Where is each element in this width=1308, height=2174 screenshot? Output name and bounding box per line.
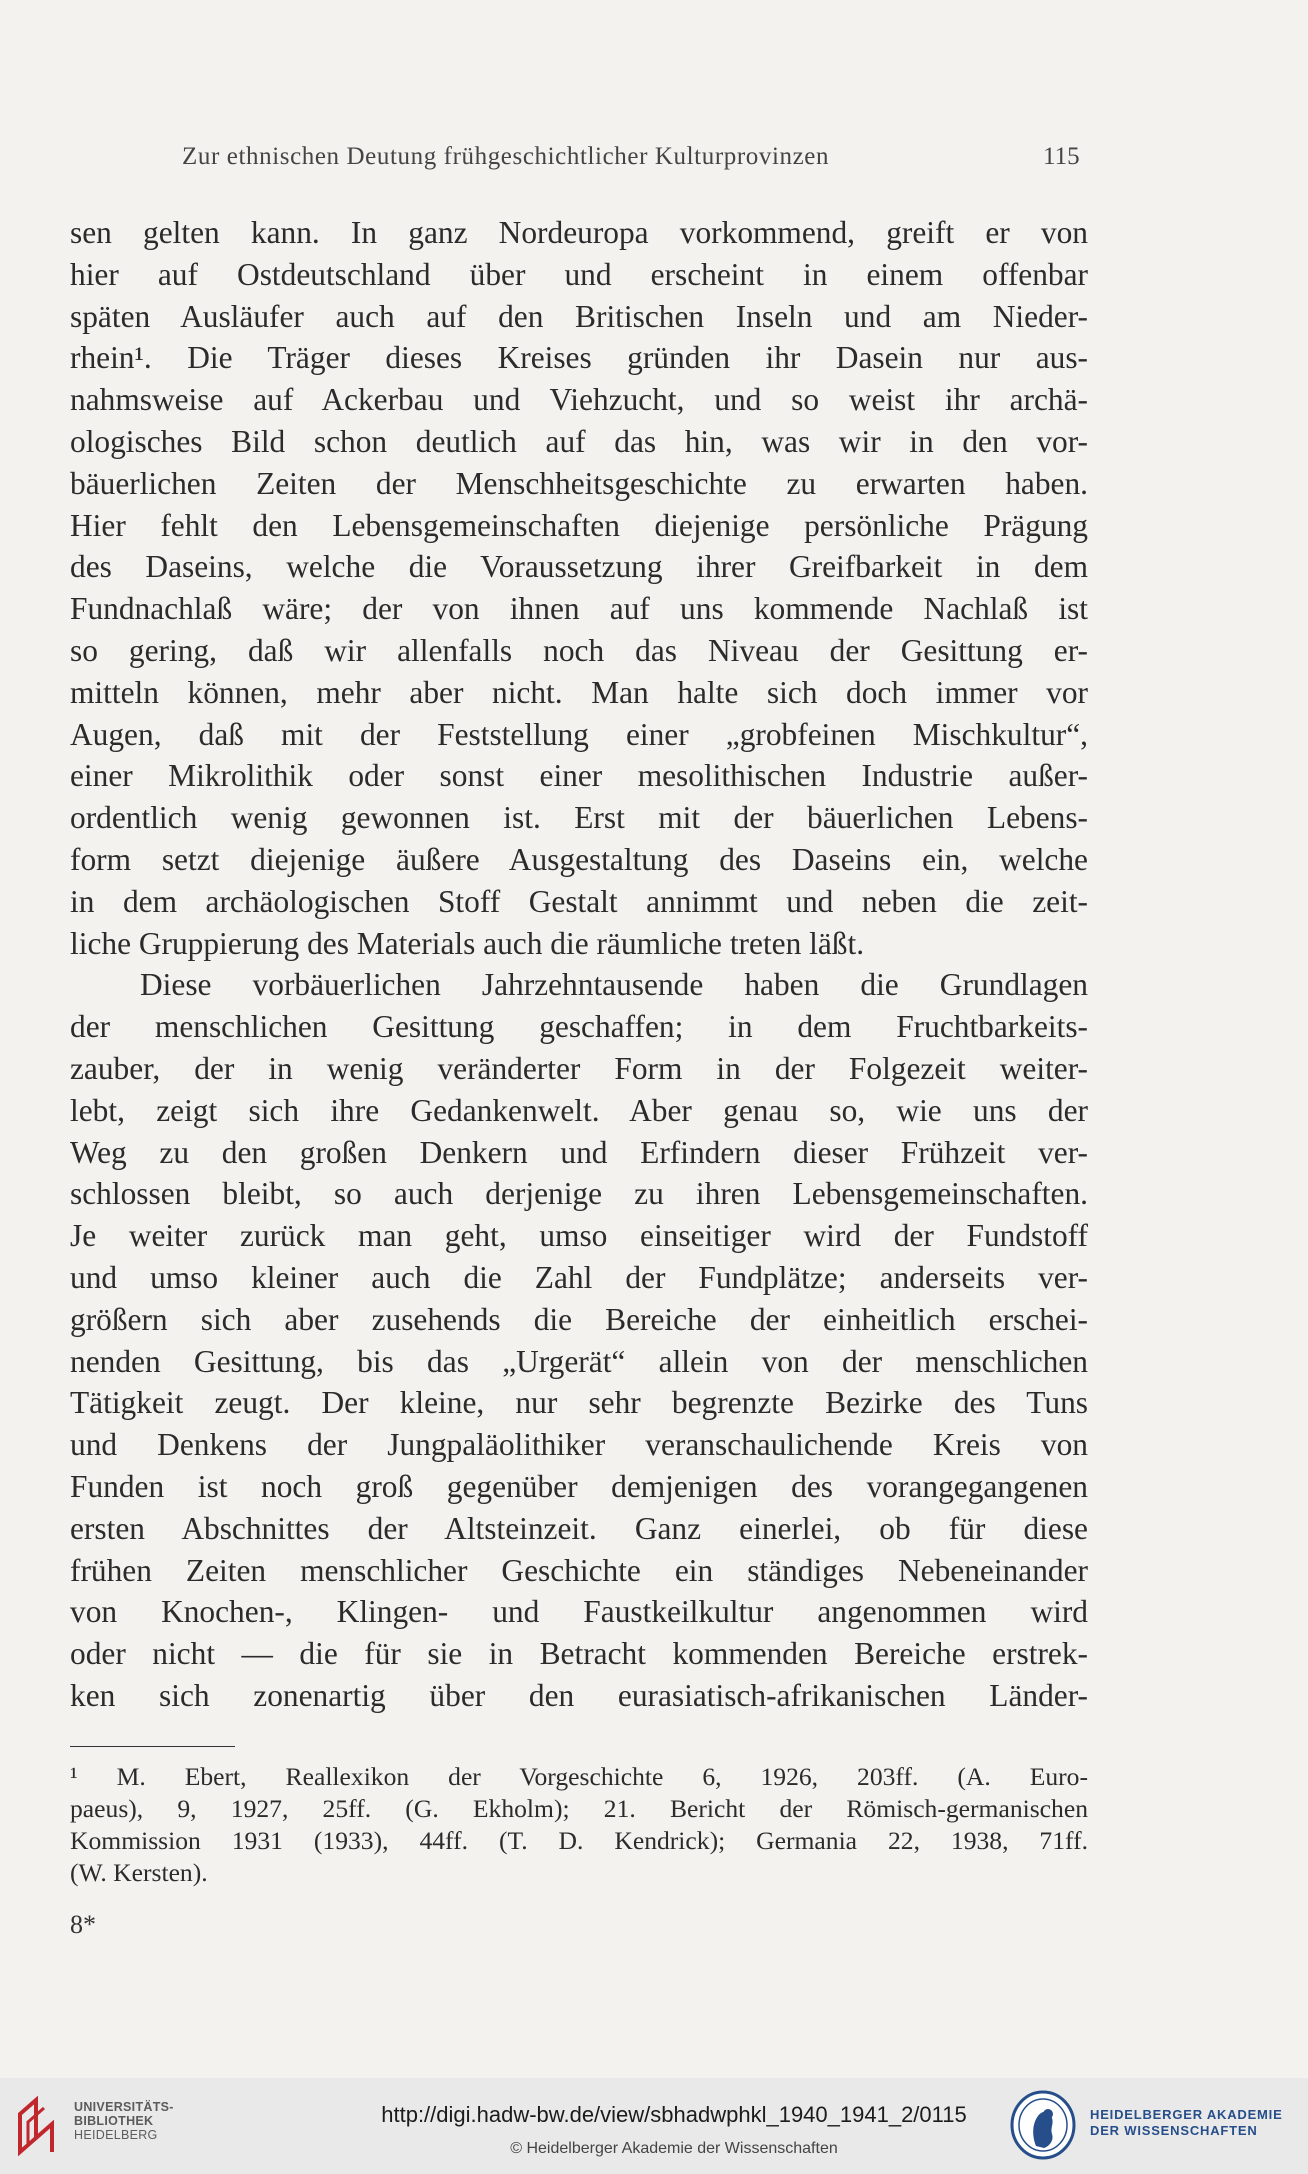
text-line: Augen, daß mit der Feststellung einer „grobfeinen Mischkultur“, xyxy=(70,716,1088,752)
text-line: rhein¹. Die Träger dieses Kreises gründen ihr Dasein nur aus- xyxy=(70,340,1088,376)
footnotes xyxy=(70,1761,1088,1889)
text-line: liche Gruppierung des Materials auch die räumliche treten läßt. xyxy=(70,925,865,961)
text-line: der menschlichen Gesittung geschaffen; in dem Fruchtbarkeits- xyxy=(70,1009,1088,1045)
footnote-line: paeus), 9, 1927, 25ff. (G. Ekholm); 21. Bericht der Römisch-germanischen xyxy=(70,1794,1088,1823)
text-line: ologisches Bild schon deutlich auf das hin, was wir in den vor- xyxy=(70,423,1088,459)
permalink-url[interactable]: http://digi.hadw-bw.de/view/sbhadwphkl_1940_1941_2/0115 xyxy=(381,2102,967,2127)
hadw-seal-icon xyxy=(1010,2090,1076,2160)
text-line: sen gelten kann. In ganz Nordeuropa vorkommend, greift er von xyxy=(70,215,1088,250)
text-line: in dem archäologischen Stoff Gestalt annimmt und neben die zeit- xyxy=(70,883,1088,919)
text-line: lebt, zeigt sich ihre Gedankenwelt. Aber genau so, wie uns der xyxy=(70,1092,1088,1128)
text-line: hier auf Ostdeutschland über und erscheint in einem offenbar xyxy=(70,256,1088,292)
text-line: ken sich zonenartig über den eurasiatisch-afrikanischen Länder- xyxy=(70,1677,1088,1713)
text-line: des Daseins, welche die Voraussetzung ihrer Greifbarkeit in dem xyxy=(70,549,1088,585)
text-line: einer Mikrolithik oder sonst einer mesolithischen Industrie außer- xyxy=(70,758,1088,794)
text-line: Funden ist noch groß gegenüber demjenigen des vorangegangenen xyxy=(70,1468,1088,1504)
digitization-footer xyxy=(0,2078,1308,2174)
signature-mark: 8* xyxy=(70,1910,96,1939)
footnote-line: (W. Kersten). xyxy=(70,1858,208,1887)
text-line: zauber, der in wenig veränderter Form in der Folgezeit weiter- xyxy=(70,1050,1088,1086)
academy-name: HEIDELBERGER AKADEMIE DER WISSENSCHAFTEN xyxy=(1090,2107,1283,2138)
text-line: nahmsweise auf Ackerbau und Viehzucht, und so weist ihr archä- xyxy=(70,382,1088,418)
text-line: Tätigkeit zeugt. Der kleine, nur sehr begrenzte Bezirke des Tuns xyxy=(70,1385,1088,1421)
text-line: Weg zu den großen Denkern und Erfindern dieser Frühzeit ver- xyxy=(70,1134,1088,1170)
text-line: Fundnachlaß wäre; der von ihnen auf uns kommende Nachlaß ist xyxy=(70,591,1088,627)
text-line: so gering, daß wir allenfalls noch das Niveau der Gesittung er- xyxy=(70,632,1088,668)
text-line: Hier fehlt den Lebensgemeinschaften diejenige persönliche Prägung xyxy=(70,507,1088,543)
text-line: bäuerlichen Zeiten der Menschheitsgeschichte zu erwarten haben. xyxy=(70,465,1088,501)
text-line: ordentlich wenig gewonnen ist. Erst mit der bäuerlichen Lebens- xyxy=(70,800,1088,836)
footnote-line: Kommission 1931 (1933), 44ff. (T. D. Kendrick); Germania 22, 1938, 71ff. xyxy=(70,1826,1088,1855)
text-line: schlossen bleibt, so auch derjenige zu ihren Lebensgemeinschaften. xyxy=(70,1176,1088,1212)
text-line: größern sich aber zusehends die Bereiche der einheitlich erschei- xyxy=(70,1301,1088,1337)
text-line: und Denkens der Jungpaläolithiker veranschaulichende Kreis von xyxy=(70,1427,1088,1463)
footnote-rule xyxy=(70,1746,235,1747)
text-line: frühen Zeiten menschlicher Geschichte ein ständiges Nebeneinander xyxy=(70,1552,1088,1588)
body-text xyxy=(70,212,1088,1717)
text-line: form setzt diejenige äußere Ausgestaltung des Daseins ein, welche xyxy=(70,841,1088,877)
text-line: nenden Gesittung, bis das „Urgerät“ allein von der menschlichen xyxy=(70,1343,1088,1379)
text-line: ersten Abschnittes der Altsteinzeit. Ganz einerlei, ob für diese xyxy=(70,1510,1088,1546)
text-line: Je weiter zurück man geht, umso einseitiger wird der Fundstoff xyxy=(70,1218,1088,1254)
copyright-notice: © Heidelberger Akademie der Wissenschaften xyxy=(510,2140,838,2157)
library-name: UNIVERSITÄTS- BIBLIOTHEK HEIDELBERG xyxy=(74,2100,174,2142)
paragraph-start-line: Diese vorbäuerlichen Jahrzehntausende haben die Grundlagen xyxy=(140,967,1088,1003)
text-line: und umso kleiner auch die Zahl der Fundplätze; anderseits ver- xyxy=(70,1259,1088,1295)
text-line: oder nicht — die für sie in Betracht kommenden Bereiche erstrek- xyxy=(70,1636,1088,1672)
page-number: 115 xyxy=(1043,143,1080,170)
text-line: von Knochen-, Klingen- und Faustkeilkultur angenommen wird xyxy=(70,1594,1088,1630)
running-title: Zur ethnischen Deutung frühgeschichtlicher Kulturprovinzen xyxy=(182,143,830,170)
footnote-line: ¹ M. Ebert, Reallexikon der Vorgeschichte 6, 1926, 203ff. (A. Euro- xyxy=(70,1762,1088,1791)
text-line: späten Ausläufer auch auf den Britischen Inseln und am Nieder- xyxy=(70,298,1088,334)
text-line: mitteln können, mehr aber nicht. Man halte sich doch immer vor xyxy=(70,674,1088,710)
